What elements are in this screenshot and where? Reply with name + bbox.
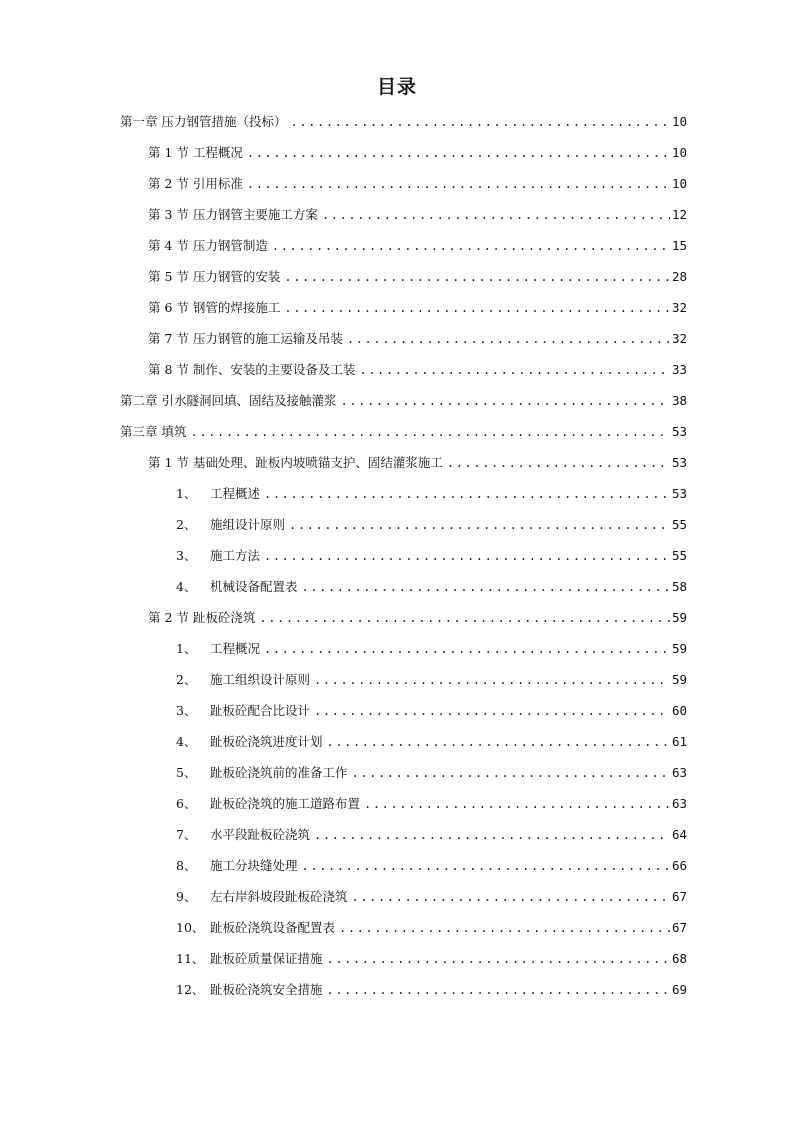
toc-entry-label: 趾板砼浇筑进度计划 xyxy=(209,734,323,749)
toc-page-number: 53 xyxy=(671,486,687,501)
toc-page-number: 59 xyxy=(671,672,687,687)
toc-entry[interactable] xyxy=(0,639,687,670)
toc-entry[interactable] xyxy=(0,267,687,298)
toc-entry[interactable] xyxy=(0,143,687,174)
toc-page-number: 69 xyxy=(671,982,687,997)
toc-entry-label: 机械设备配置表 xyxy=(209,579,298,594)
toc-dot-leader xyxy=(359,360,670,380)
toc-entry-label: 趾板砼浇筑的施工道路布置 xyxy=(209,796,360,811)
toc-entry-label: 基础处理、趾板内坡喷锚支护、固结灌浆施工 xyxy=(192,455,443,470)
toc-dot-leader xyxy=(322,205,670,225)
toc-entry-heading xyxy=(176,825,314,845)
toc-entry[interactable] xyxy=(0,670,687,701)
toc-entry-heading xyxy=(176,577,302,597)
toc-entry[interactable] xyxy=(0,608,687,639)
toc-entry[interactable] xyxy=(0,918,687,949)
toc-entry-label: 引水隧洞回填、固结及接触灌浆 xyxy=(161,393,337,408)
toc-entry-heading xyxy=(176,856,302,876)
toc-entry-heading xyxy=(120,391,341,411)
toc-page-number: 60 xyxy=(671,703,687,718)
toc-entry-number: 第二章 xyxy=(120,393,158,408)
toc-dot-leader xyxy=(327,949,670,969)
toc-entry-heading xyxy=(176,763,352,783)
toc-entry-heading xyxy=(176,949,327,969)
toc-entry[interactable] xyxy=(0,856,687,887)
toc-page-number: 68 xyxy=(671,951,687,966)
toc-dot-leader xyxy=(284,267,670,287)
toc-page-number: 33 xyxy=(671,362,687,377)
toc-entry-label: 趾板砼浇筑设备配置表 xyxy=(209,920,335,935)
toc-dot-leader xyxy=(191,422,670,442)
toc-page-number: 32 xyxy=(671,300,687,315)
toc-entry-label: 趾板砼浇筑安全措施 xyxy=(209,982,323,997)
toc-dot-leader xyxy=(284,298,670,318)
toc-entry[interactable] xyxy=(0,980,687,1011)
toc-page-number: 59 xyxy=(671,610,687,625)
toc-page-number: 61 xyxy=(671,734,687,749)
toc-page-number: 38 xyxy=(671,393,687,408)
toc-entry[interactable] xyxy=(0,205,687,236)
toc-dot-leader xyxy=(347,329,670,349)
toc-entry-heading xyxy=(176,794,364,814)
toc-entry-heading xyxy=(176,701,314,721)
toc-entry-label: 趾板砼浇筑前的准备工作 xyxy=(209,765,348,780)
toc-page-number: 28 xyxy=(671,269,687,284)
toc-entry[interactable] xyxy=(0,825,687,856)
toc-page-number: 53 xyxy=(671,455,687,470)
toc-entry[interactable] xyxy=(0,515,687,546)
toc-entry-label: 水平段趾板砼浇筑 xyxy=(209,827,310,842)
toc-entry-heading xyxy=(176,515,289,535)
toc-entry-number: 3、 xyxy=(176,548,197,563)
toc-entry[interactable] xyxy=(0,112,687,143)
toc-entry-heading xyxy=(148,267,284,287)
toc-entry[interactable] xyxy=(0,422,687,453)
toc-dot-leader xyxy=(264,484,670,504)
toc-entry-number: 第一章 xyxy=(120,114,158,129)
toc-entry-heading xyxy=(176,887,352,907)
toc-entry-heading xyxy=(176,546,264,566)
toc-entry-label: 趾板砼质量保证措施 xyxy=(209,951,323,966)
toc-dot-leader xyxy=(352,887,670,907)
toc-entry-label: 趾板砼配合比设计 xyxy=(209,703,310,718)
toc-entry-label: 施组设计原则 xyxy=(209,517,285,532)
toc-dot-leader xyxy=(327,980,670,1000)
toc-page-number: 10 xyxy=(671,114,687,129)
toc-entry-label: 压力钢管的施工运输及吊装 xyxy=(192,331,343,346)
toc-entry[interactable] xyxy=(0,298,687,329)
toc-dot-leader xyxy=(247,143,670,163)
toc-entry-heading xyxy=(148,205,322,225)
toc-page-number: 55 xyxy=(671,548,687,563)
toc-entry[interactable] xyxy=(0,174,687,205)
toc-entry-number: 第 1 节 xyxy=(148,145,189,160)
toc-dot-leader xyxy=(314,701,670,721)
toc-page-number: 58 xyxy=(671,579,687,594)
toc-entry-label: 施工方法 xyxy=(209,548,260,563)
toc-dot-leader xyxy=(247,174,670,194)
toc-entry-heading xyxy=(176,484,264,504)
toc-page-number: 15 xyxy=(671,238,687,253)
toc-dot-leader xyxy=(259,608,670,628)
toc-entry-number: 第 2 节 xyxy=(148,176,189,191)
toc-page-number: 12 xyxy=(671,207,687,222)
toc-entry[interactable] xyxy=(0,794,687,825)
toc-entry-number: 1、 xyxy=(176,641,197,656)
toc-entry-heading xyxy=(120,422,191,442)
toc-entry[interactable] xyxy=(0,763,687,794)
toc-entry-number: 第 8 节 xyxy=(148,362,189,377)
toc-entry-heading xyxy=(148,360,359,380)
toc-entry-heading xyxy=(148,298,284,318)
toc-entry-label: 制作、安装的主要设备及工装 xyxy=(192,362,356,377)
toc-dot-leader xyxy=(264,546,670,566)
toc-page-number: 55 xyxy=(671,517,687,532)
toc-entry-heading xyxy=(176,918,339,938)
toc-entry-number: 2、 xyxy=(176,672,197,687)
toc-page-number: 10 xyxy=(671,145,687,160)
toc-dot-leader xyxy=(272,236,670,256)
toc-entry-label: 工程概况 xyxy=(192,145,243,160)
toc-dot-leader xyxy=(291,112,670,132)
toc-entry[interactable] xyxy=(0,484,687,515)
toc-page-number: 63 xyxy=(671,765,687,780)
toc-entry[interactable] xyxy=(0,236,687,267)
toc-entry[interactable] xyxy=(0,546,687,577)
toc-entry-label: 压力钢管主要施工方案 xyxy=(192,207,318,222)
toc-entry-heading xyxy=(148,143,247,163)
toc-entry-number: 第三章 xyxy=(120,424,158,439)
toc-entry[interactable] xyxy=(0,453,687,484)
toc-page-number: 64 xyxy=(671,827,687,842)
toc-page-number: 66 xyxy=(671,858,687,873)
toc-entry-label: 工程概述 xyxy=(209,486,260,501)
toc-entry-number: 第 5 节 xyxy=(148,269,189,284)
toc-dot-leader xyxy=(352,763,670,783)
toc-entry-label: 压力钢管的安装 xyxy=(192,269,281,284)
toc-page-number: 59 xyxy=(671,641,687,656)
toc-entry-label: 施工分块缝处理 xyxy=(209,858,298,873)
toc-dot-leader xyxy=(289,515,670,535)
toc-entry[interactable] xyxy=(0,577,687,608)
toc-dot-leader xyxy=(341,391,670,411)
toc-entry-heading xyxy=(120,112,291,132)
toc-entry-number: 11、 xyxy=(176,951,205,966)
toc-entry-number: 7、 xyxy=(176,827,197,842)
toc-entry-label: 钢管的焊接施工 xyxy=(192,300,281,315)
toc-page-number: 63 xyxy=(671,796,687,811)
toc-dot-leader xyxy=(264,639,670,659)
toc-entry-number: 5、 xyxy=(176,765,197,780)
toc-entry-heading xyxy=(148,608,259,628)
toc-entry-number: 10、 xyxy=(176,920,205,935)
toc-entry-number: 3、 xyxy=(176,703,197,718)
toc-entry[interactable] xyxy=(0,732,687,763)
toc-entry[interactable] xyxy=(0,360,687,391)
toc-entry-number: 第 3 节 xyxy=(148,207,189,222)
toc-entry-label: 填筑 xyxy=(161,424,187,439)
toc-page-number: 10 xyxy=(671,176,687,191)
toc-entry-number: 8、 xyxy=(176,858,197,873)
toc-page-number: 67 xyxy=(671,920,687,935)
toc-entry-heading xyxy=(148,453,447,473)
toc-entry-number: 2、 xyxy=(176,517,197,532)
toc-entry-label: 压力钢管措施（投标） xyxy=(161,114,287,129)
toc-entry[interactable] xyxy=(0,949,687,980)
toc-entry[interactable] xyxy=(0,329,687,360)
toc-entry-label: 施工组织设计原则 xyxy=(209,672,310,687)
toc-entry-number: 1、 xyxy=(176,486,197,501)
toc-entry-number: 4、 xyxy=(176,734,197,749)
toc-dot-leader xyxy=(447,453,670,473)
toc-dot-leader xyxy=(339,918,670,938)
toc-title: 目录 xyxy=(376,76,417,98)
toc-entry-heading xyxy=(176,670,314,690)
toc-entry-number: 9、 xyxy=(176,889,197,904)
toc-entry-number: 4、 xyxy=(176,579,197,594)
toc-entry-number: 第 7 节 xyxy=(148,331,189,346)
toc-entry[interactable] xyxy=(0,701,687,732)
toc-page-number: 32 xyxy=(671,331,687,346)
toc-page-number: 67 xyxy=(671,889,687,904)
toc-entry-label: 左右岸斜坡段趾板砼浇筑 xyxy=(209,889,348,904)
toc-entry-heading xyxy=(176,732,327,752)
toc-entry-number: 第 6 节 xyxy=(148,300,189,315)
toc-entry-number: 第 1 节 xyxy=(148,455,189,470)
toc-entry-label: 引用标准 xyxy=(192,176,243,191)
toc-entry[interactable] xyxy=(0,887,687,918)
toc-entry-heading xyxy=(176,980,327,1000)
toc-entry-number: 第 2 节 xyxy=(148,610,189,625)
toc-entry-label: 工程概况 xyxy=(209,641,260,656)
toc-entry-heading xyxy=(176,639,264,659)
toc-dot-leader xyxy=(364,794,670,814)
toc-dot-leader xyxy=(314,825,670,845)
toc-entry[interactable] xyxy=(0,391,687,422)
toc-list xyxy=(0,112,794,1011)
toc-dot-leader xyxy=(302,856,670,876)
toc-entry-heading xyxy=(148,329,347,349)
toc-entry-heading xyxy=(148,236,272,256)
toc-dot-leader xyxy=(302,577,670,597)
toc-dot-leader xyxy=(327,732,670,752)
toc-page-number: 53 xyxy=(671,424,687,439)
toc-entry-heading xyxy=(148,174,247,194)
toc-entry-number: 6、 xyxy=(176,796,197,811)
toc-dot-leader xyxy=(314,670,670,690)
toc-entry-number: 第 4 节 xyxy=(148,238,189,253)
toc-entry-label: 压力钢管制造 xyxy=(192,238,268,253)
toc-entry-label: 趾板砼浇筑 xyxy=(192,610,256,625)
toc-entry-number: 12、 xyxy=(176,982,205,997)
